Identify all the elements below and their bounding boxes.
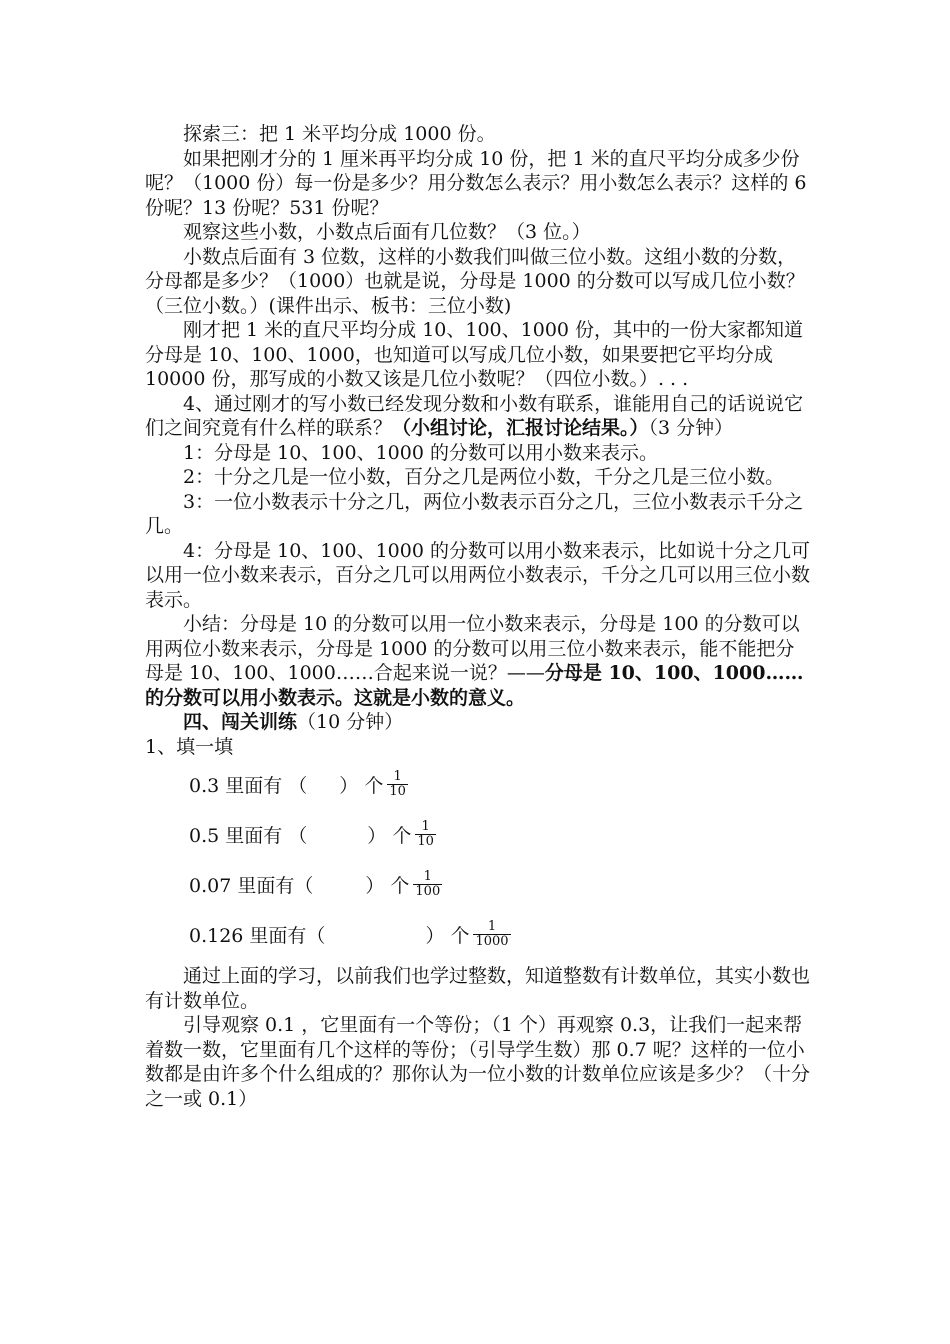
section-time: （10 分钟） [297,711,404,733]
fraction [473,920,510,949]
fill-row-2 [145,809,810,859]
fill-row-4 [145,909,810,959]
discussion-time: （3 分钟） [648,417,734,439]
fraction [387,770,408,799]
fraction-denominator: 1000 [475,933,509,949]
paragraph-ten-thousand-parts: 刚才把 1 米的直尺平均分成 10、100、1000 份，其中的一份大家都知道分母是 10、100、1000，也知道可以写成几位小数，如果要把它平均分成 10000 份，那写成的小数又该是几位小数呢？（四位小数。）. . . [145,319,804,390]
fraction-numerator: 1 [487,918,497,934]
summary-text: 小结：分母是 10 的分数可以用一位小数来表示，分母是 100 的分数可以用两位小数来表示，分母是 1000 的分数可以用三位小数来表示，能不能把分母是 10、100、1000……合起来说一说？—— [145,613,800,684]
fill-row-1 [145,759,810,809]
fill-suffix: ） 个 [339,774,384,797]
point-three: 3：一位小数表示十分之几，两位小数表示百分之几，三位小数表示千分之几。 [145,490,804,537]
fraction [415,820,436,849]
fraction-numerator: 1 [393,768,402,784]
summary-conclusion: 分母是 10、100、1000……的分数可以用小数表示。这就是小数的意义。 [145,662,804,709]
point-four: 4：分母是 10、100、1000 的分数可以用小数来表示，比如说十分之几可以用一位小数来表示，百分之几可以用两位小数表示，千分之几可以用三位小数表示。 [145,539,811,611]
fraction-denominator: 10 [417,833,434,849]
fill-prefix: 0.5 里面有 （ [189,824,308,847]
point-two: 2：十分之几是一位小数，百分之几是两位小数，千分之几是三位小数。 [183,466,785,488]
point-one: 1：分母是 10、100、1000 的分数可以用小数来表示。 [183,441,658,464]
fill-row-3 [145,859,810,909]
document-body [145,122,810,1111]
fill-prefix: 0.3 里面有 （ [189,774,308,797]
paragraph-discussion [145,392,810,441]
paragraph-divide-ruler: 如果把刚才分的 1 厘米再平均分成 10 份，把 1 米的直尺平均分成多少份呢？（1000 份）每一份是多少？用分数怎么表示？用小数怎么表示？这样的 6 份呢？13 份呢？531 份呢？ [145,147,807,219]
summary-paragraph [145,612,810,710]
fraction [413,870,442,899]
exercise-title: 1、填一填 [145,735,234,758]
paragraph-guided-observation: 引导观察 0.1 ，它里面有一个等份；（1 个）再观察 0.3，让我们一起来帮着数一数，它里面有几个这样的等份；（引导学生数）那 0.7 呢？这样的一位小数都是由许多个什么组成的？那你认为一位小数的计数单位应该是多少？（十分之一或 0.1） [145,1014,811,1110]
fraction-numerator: 1 [421,818,430,834]
paragraph-observe-decimals: 观察这些小数，小数点后面有几位数？（3 位。） [183,221,591,243]
section-title: 四、闯关训练 [183,711,298,733]
paragraph-three-digit-decimals: 小数点后面有 3 位数，这样的小数我们叫做三位小数。这组小数的分数，分母都是多少？（1000）也就是说，分母是 1000 的分数可以写成几位小数？（三位小数。）(课件出示、板书：三位小数) [145,245,805,317]
discussion-question: 4、通过刚才的写小数已经发现分数和小数有联系，谁能用自己的话说说它们之间究竟有什么样的联系？ [145,392,804,439]
discussion-instruction: （小组讨论，汇报讨论结果。） [392,417,649,439]
fill-suffix: ） 个 [425,924,470,947]
fill-suffix: ） 个 [367,824,412,847]
fill-suffix: ） 个 [365,874,410,897]
paragraph-counting-units: 通过上面的学习，以前我们也学过整数，知道整数有计数单位，其实小数也有计数单位。 [145,965,811,1012]
fraction-numerator: 1 [423,868,432,884]
fraction-denominator: 10 [389,783,406,799]
fraction-denominator: 100 [415,883,441,899]
fill-prefix: 0.126 里面有（ [189,924,326,947]
fill-prefix: 0.07 里面有（ [189,874,314,897]
section-heading [145,710,810,735]
paragraph-explore-three: 探索三：把 1 米平均分成 1000 份。 [183,123,496,145]
